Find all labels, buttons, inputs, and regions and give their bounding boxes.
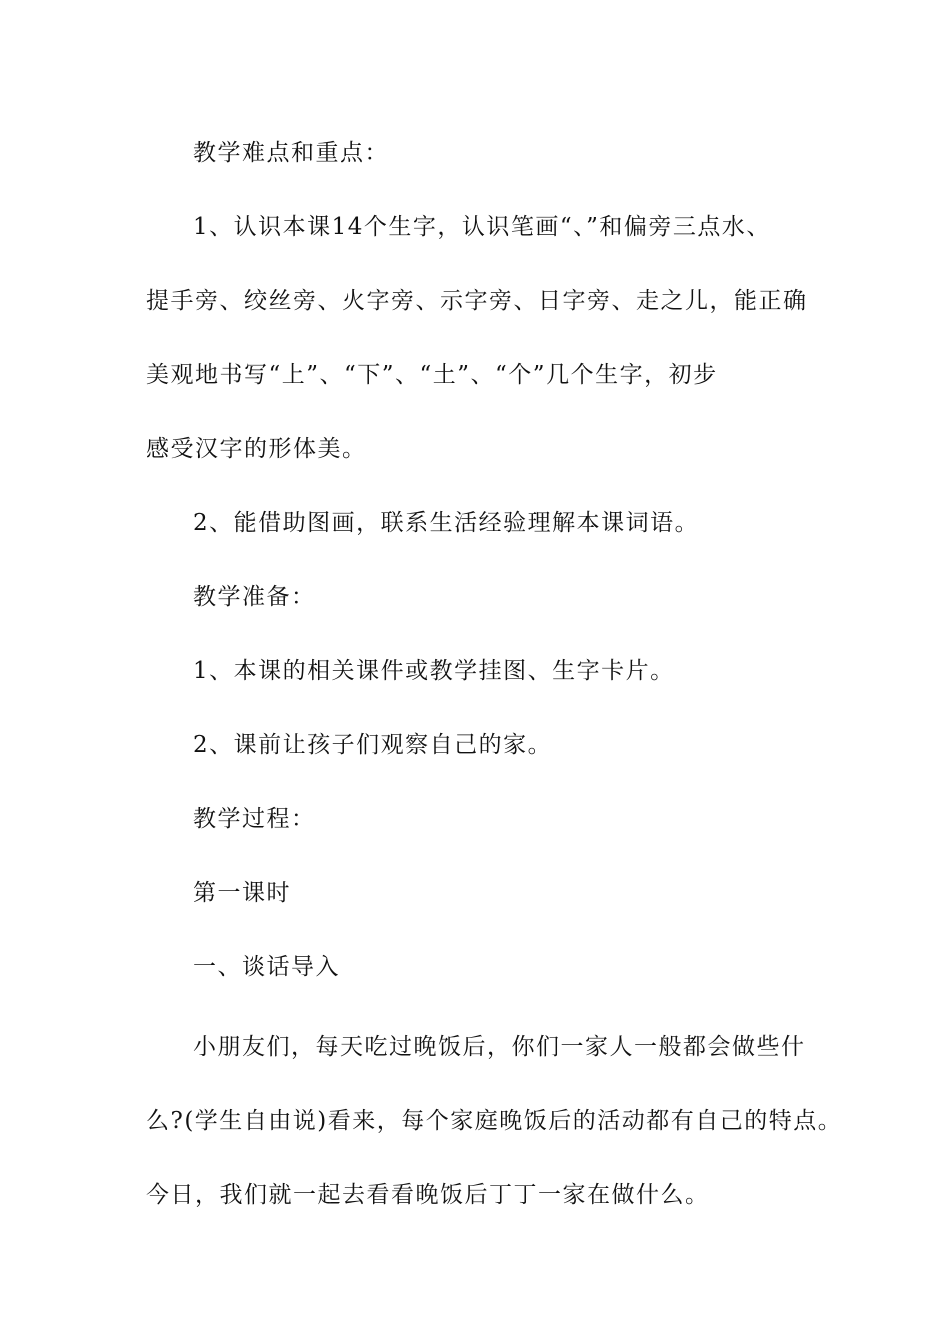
paragraph-line: 提手旁、绞丝旁、火字旁、示字旁、日字旁、走之儿，能正确 <box>146 288 808 314</box>
heading-intro: 一、谈话导入 <box>193 954 340 980</box>
heading-difficulties: 教学难点和重点： <box>193 140 389 166</box>
heading-first-lesson: 第一课时 <box>193 880 291 906</box>
paragraph-line: 今日，我们就一起去看看晚饭后丁丁一家在做什么。 <box>146 1182 710 1208</box>
heading-process: 教学过程： <box>193 806 316 832</box>
paragraph-line: 小朋友们，每天吃过晚饭后，你们一家人一般都会做些什 <box>193 1034 806 1060</box>
paragraph-line: 美观地书写“上”、“下”、“土”、“个”几个生字，初步 <box>146 362 718 388</box>
heading-preparation: 教学准备： <box>193 584 316 610</box>
paragraph-line: 么?(学生自由说)看来，每个家庭晚饭后的活动都有自己的特点。 <box>146 1108 843 1134</box>
paragraph-line: 2、课前让孩子们观察自己的家。 <box>193 732 553 758</box>
paragraph-line: 2、能借助图画，联系生活经验理解本课词语。 <box>193 510 700 536</box>
paragraph-line: 感受汉字的形体美。 <box>146 436 367 462</box>
paragraph-line: 1、本课的相关课件或教学挂图、生字卡片。 <box>193 658 675 684</box>
paragraph-line: 1、认识本课14个生字，认识笔画“、”和偏旁三点水、 <box>193 214 771 240</box>
